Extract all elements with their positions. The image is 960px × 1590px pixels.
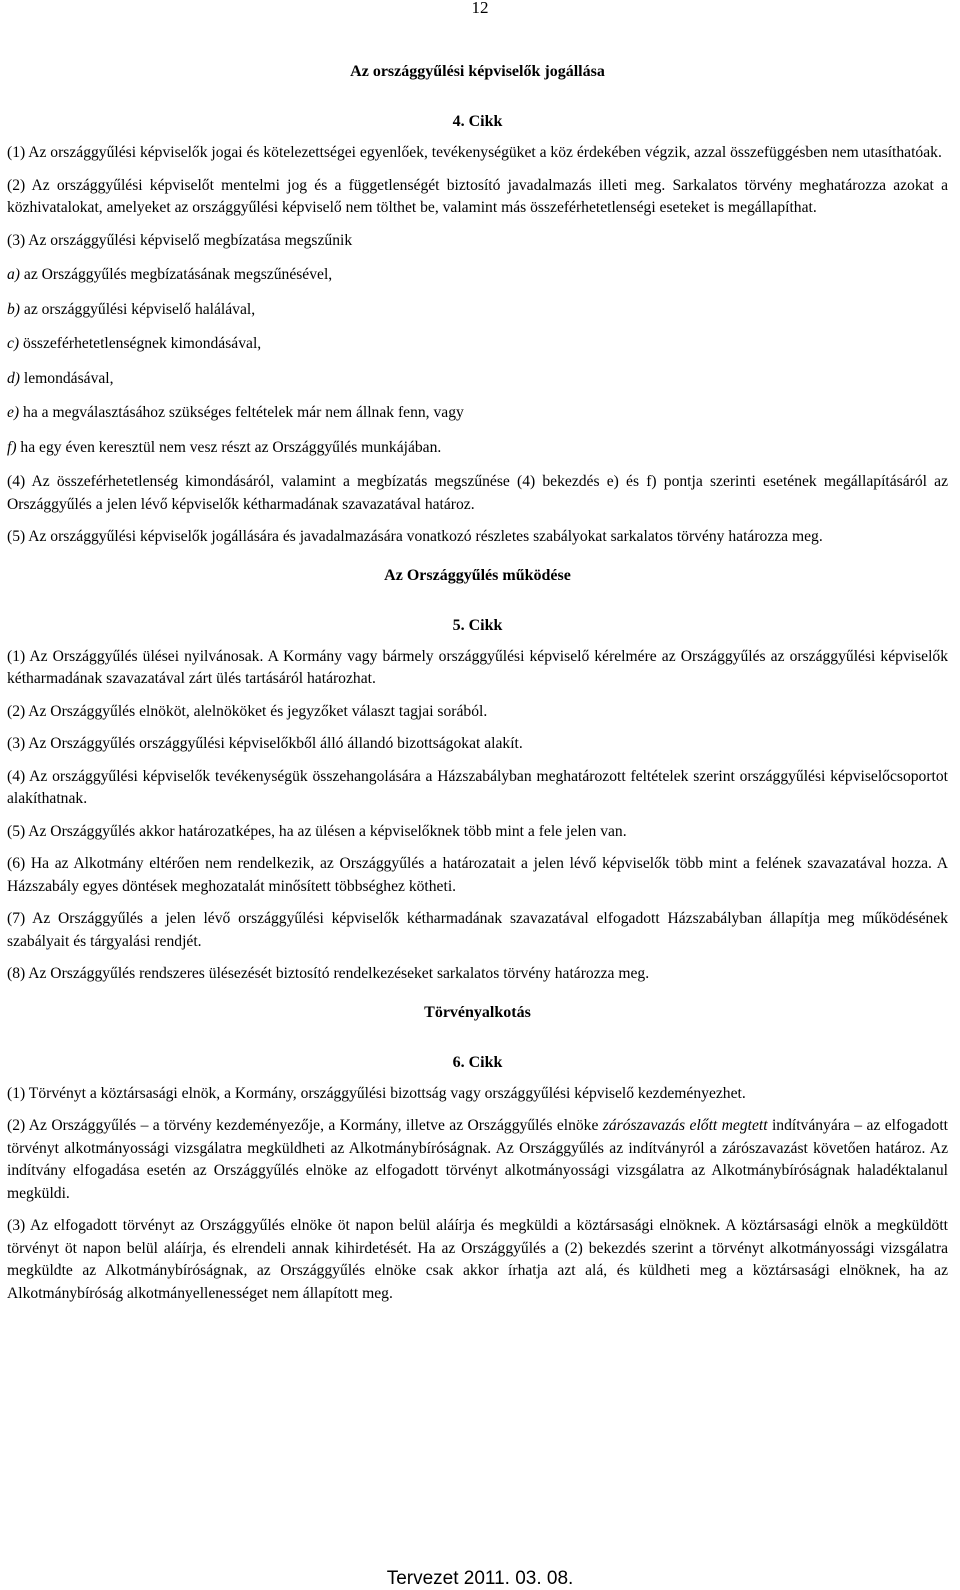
item-marker: c) bbox=[7, 335, 20, 352]
paragraph-5-1: (1) Az Országgyűlés ülései nyilvánosak. A Kormány vagy bármely országgyűlési képviselő kérelmére az Országgyűlés az országgyűlési képviselők kétharmadának szavazatával zárt ülés tartásáról határozhat. bbox=[7, 647, 948, 687]
paragraph-4-3: (3) Az országgyűlési képviselő megbízatása megszűnik bbox=[7, 231, 353, 249]
page-number: 12 bbox=[471, 0, 489, 17]
paragraph-5-6: (6) Ha az Alkotmány eltérően nem rendelkezik, az Országgyűlés a határozatait a jelen lévő képviselők több mint a felének szavazatával hozza. A Házszabály egyes döntések meghozatalát minősített többséghez kötheti. bbox=[7, 855, 948, 895]
paragraph-6-2 bbox=[7, 1115, 948, 1205]
paragraph-5-5: (5) Az Országgyűlés akkor határozatképes, ha az ülésen a képviselőknek több mint a fele jelen van. bbox=[7, 822, 627, 840]
paragraph-6-1: (1) Törvényt a köztársasági elnök, a Kormány, országgyűlési bizottság vagy országgyűlési képviselő kezdeményezhet. bbox=[7, 1084, 746, 1102]
item-text: az Országgyűlés megbízatásának megszűnésével, bbox=[20, 266, 333, 283]
item-marker: b) bbox=[7, 300, 20, 318]
item-marker: d) bbox=[7, 369, 20, 387]
paragraph-5-4: (4) Az országgyűlési képviselők tevékenységük összehangolására a Házszabályban meghatározott feltételek szerint országgyűlési képviselőcsoportot alakíthatnak. bbox=[7, 767, 948, 807]
section-title-torvenyalkotas: Törvényalkotás bbox=[424, 1003, 531, 1021]
paragraph-5-7: (7) Az Országgyűlés a jelen lévő országgyűlési képviselők kétharmadának szavazatával elfogadott Házszabályban állapítja meg működésének szabályait és tárgyalási rendjét. bbox=[7, 910, 948, 950]
paragraph-5-2: (2) Az Országgyűlés elnököt, alelnököket és jegyzőket választ tagjai sorából. bbox=[7, 702, 488, 720]
item-text: ha egy éven keresztül nem vesz részt az Országgyűlés munkájában. bbox=[16, 438, 442, 456]
item-text: ha a megválasztásához szükséges feltételek már nem állnak fenn, vagy bbox=[19, 404, 464, 421]
list-item bbox=[7, 402, 948, 425]
footer-draft-date: Tervezet 2011. 03. 08. bbox=[386, 1568, 574, 1589]
list-item bbox=[7, 333, 948, 356]
item-text: lemondásával, bbox=[20, 369, 114, 387]
article-heading-5: 5. Cikk bbox=[452, 616, 503, 634]
article-heading-6: 6. Cikk bbox=[452, 1053, 503, 1071]
item-marker: a) bbox=[7, 266, 20, 283]
section-title-mukodes: Az Országgyűlés működése bbox=[384, 566, 571, 584]
item-text: összeférhetetlenségnek kimondásával, bbox=[19, 335, 262, 352]
paragraph-6-2-end: indítványára – az elfogadott törvényt alkotmányossági vizsgálatra megküldheti az Alkotmánybíróságnak. Az Országgyűlés az indítványról a zárószavazást követően határoz. Az indítvány elfogadása esetén az Országgyűlés elnöke az elfogadott törvényt alkotmányossági vizsgálatra az Alkotmánybíróságnak haladéktalanul megküldi. bbox=[7, 1117, 948, 1202]
item-marker: e) bbox=[7, 404, 20, 421]
item-marker: f) bbox=[7, 438, 17, 456]
list-item bbox=[7, 368, 948, 391]
paragraph-5-8: (8) Az Országgyűlés rendszeres ülésezését biztosító rendelkezéseket sarkalatos törvény határozza meg. bbox=[7, 965, 650, 982]
paragraph-6-2-emphasis: zárószavazás előtt megtett bbox=[602, 1117, 768, 1134]
paragraph-4-2: (2) Az országgyűlési képviselőt mentelmi jog és a függetlenségét biztosító javadalmazás illeti meg. Sarkalatos törvény meghatározza azokat a közhivatalokat, amelyeket az országgyűlési képviselő nem tölthet be, valamint más összeférhetetlenségi eseteket is megállapíthat. bbox=[7, 176, 948, 216]
item-text: az országgyűlési képviselő halálával, bbox=[20, 300, 256, 318]
document-body bbox=[7, 61, 948, 1315]
list-item bbox=[7, 264, 948, 287]
section-title-jogallas: Az országgyűlési képviselők jogállása bbox=[350, 63, 605, 80]
article-heading-4: 4. Cikk bbox=[452, 113, 503, 130]
paragraph-4-5: (5) Az országgyűlési képviselők jogállására és javadalmazására vonatkozó részletes szabályokat sarkalatos törvény határozza meg. bbox=[7, 528, 823, 545]
paragraph-4-1: (1) Az országgyűlési képviselők jogai és kötelezettségei egyenlőek, tevékenységüket a köz érdekében végzik, azzal összefüggésben nem utasíthatóak. bbox=[7, 144, 942, 161]
list-item bbox=[7, 299, 948, 322]
list-item bbox=[7, 437, 948, 460]
paragraph-6-3: (3) Az elfogadott törvényt az Országgyűlés elnöke öt napon belül aláírja és megküldi a köztársasági elnöknek. A köztársasági elnök a megküldött törvényt öt napon belül aláírja, és elrendeli annak kihirdetését. Ha az Országgyűlés a (2) bekezdés szerint a törvényt alkotmányossági vizsgálatra megküldte az Alkotmánybíróságnak, az Országgyűlés elnöke csak akkor írhatja azt alá, és küldheti meg a köztársasági elnöknek, ha az Alkotmánybíróság alkotmányellenességet nem állapított meg. bbox=[7, 1217, 948, 1302]
paragraph-6-2-start: (2) Az Országgyűlés – a törvény kezdeményezője, a Kormány, illetve az Országgyűlés elnöke bbox=[7, 1117, 603, 1134]
paragraph-4-4: (4) Az összeférhetetlenség kimondásáról, valamint a megbízatás megszűnése (4) bekezdés e) és f) pontja szerinti esetének megállapításáról az Országgyűlés a jelen lévő képviselők kétharmadának szavazatával határoz. bbox=[7, 473, 948, 513]
paragraph-5-3: (3) Az Országgyűlés országgyűlési képviselőkből álló állandó bizottságokat alakít. bbox=[7, 735, 523, 752]
